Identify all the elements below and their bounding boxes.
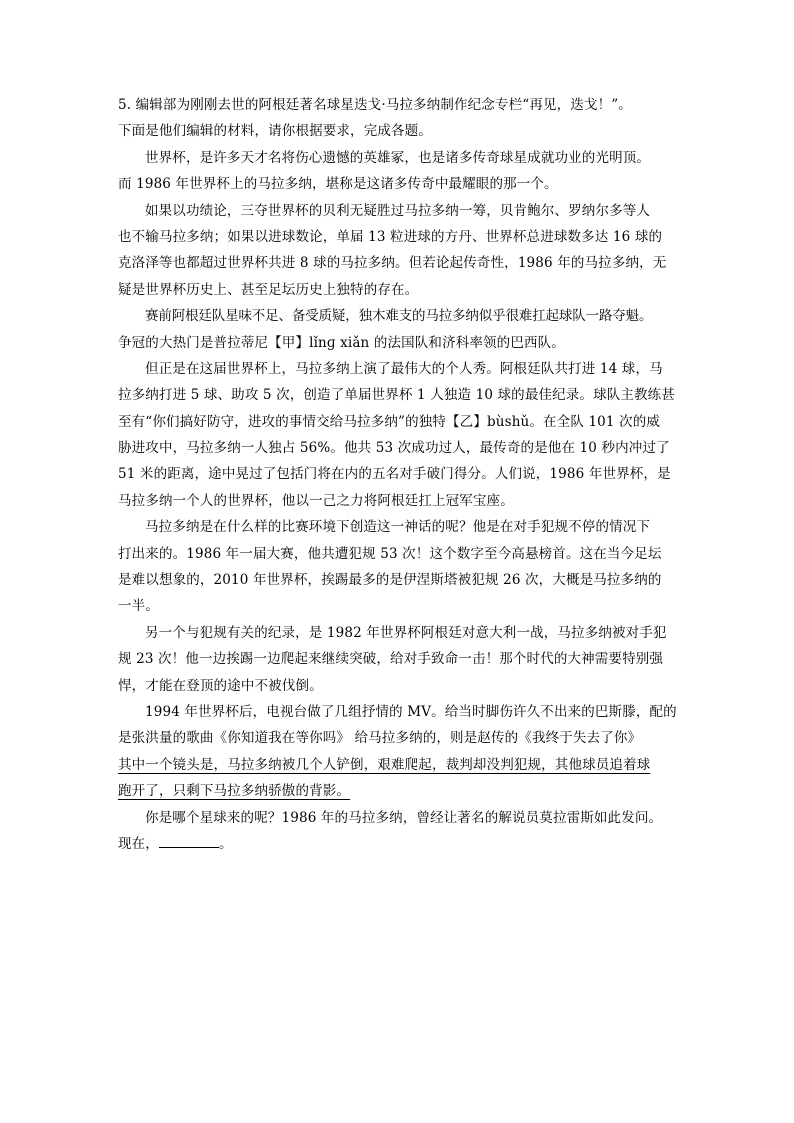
paragraph-line: 而 1986 年世界杯上的马拉多纳，堪称是这诸多传奇中最耀眼的那一个。 [118, 176, 558, 193]
question-prompt [118, 92, 678, 145]
paragraph [118, 303, 678, 356]
fill-in-suffix: 。 [218, 835, 233, 852]
fill-in-prefix: 现在， [118, 835, 159, 852]
underlined-passage-line [118, 778, 678, 804]
paragraph-line: 争冠的大热门是普拉蒂尼【甲】lǐnɡ xiǎn 的法国队和济科率领的巴西队。 [118, 334, 565, 351]
paragraph-line: 悍，才能在登顶的途中不被伐倒。 [118, 677, 323, 694]
paragraph [118, 620, 678, 699]
document-page [118, 92, 678, 857]
paragraph-line: 如果以功绩论，三夺世界杯的贝利无疑胜过马拉多纳一筹，贝肯鲍尔、罗纳尔多等人 [145, 202, 651, 219]
paragraph-line: 你是哪个星球来的呢？1986 年的马拉多纳，曾经让著名的解说员莫拉雷斯如此发问。 [145, 809, 663, 826]
underlined-passage-line [118, 752, 678, 778]
answer-blank[interactable] [159, 835, 219, 848]
question-line: 下面是他们编辑的材料，请你根据要求，完成各题。 [118, 123, 432, 140]
paragraph-line: 至有“你们搞好防守，进攻的事情交给马拉多纳”的独特【乙】bùshǔ。在全队 101 次的威 [118, 413, 661, 430]
paragraph [118, 356, 678, 514]
underlined-text: 跑开了，只剩下马拉多纳骄傲的背影。 [118, 783, 351, 800]
paragraph-line: 打出来的。1986 年一届大赛，他共遭犯规 53 次！这个数字至今高悬榜首。这在当今足坛 [118, 545, 662, 562]
paragraph-line: 世界杯，是许多天才名将伤心遗憾的英雄冢，也是诸多传奇球星成就功业的光明顶。 [145, 149, 651, 166]
fill-in-line [118, 831, 678, 857]
paragraph-line: 胁进攻中，马拉多纳一人独占 56%。他共 53 次成功过人，最传奇的是他在 10 秒内冲过了 [118, 440, 670, 457]
paragraph-line: 是张洪量的歌曲《你知道我在等你吗》 给马拉多纳的，则是赵传的《我终于失去了你》 [118, 730, 642, 747]
paragraph-line: 1994 年世界杯后，电视台做了几组抒情的 MV。给当时脚伤许久不出来的巴斯滕，配的 [145, 703, 677, 720]
paragraph [118, 198, 678, 304]
paragraph-line: 另一个与犯规有关的纪录，是 1982 年世界杯阿根廷对意大利一战，马拉多纳被对手犯 [145, 624, 667, 641]
paragraph-line: 拉多纳打进 5 球、助攻 5 次，创造了单届世界杯 1 人独造 10 球的最佳纪录。球队主教练甚 [118, 387, 675, 404]
paragraph-line: 克洛泽等也都超过世界杯共进 8 球的马拉多纳。但若论起传奇性，1986 年的马拉多纳，无 [118, 255, 667, 272]
paragraph-line: 马拉多纳一个人的世界杯，他以一己之力将阿根廷扛上冠军宝座。 [118, 492, 514, 509]
paragraph-line: 赛前阿根廷队星味不足、备受质疑，独木难支的马拉多纳似乎很难扛起球队一路夺魁。 [145, 308, 653, 325]
paragraph [118, 514, 678, 620]
paragraph [118, 805, 678, 858]
paragraph-line: 规 23 次！他一边挨踢一边爬起来继续突破，给对手致命一击！那个时代的大神需要特别强 [118, 651, 664, 668]
paragraph-line: 是难以想象的，2010 年世界杯，挨踢最多的是伊涅斯塔被犯规 26 次，大概是马拉多纳的 [118, 572, 662, 589]
paragraph-line: 疑是世界杯历史上、甚至足坛历史上独特的存在。 [118, 281, 419, 298]
paragraph-line: 马拉多纳是在什么样的比赛环境下创造这一神话的呢？他是在对手犯规不停的情况下 [145, 519, 651, 536]
paragraph-line: 一半。 [118, 598, 159, 615]
paragraph-line: 51 米的距离，途中晃过了包括门将在内的五名对手破门得分。人们说，1986 年世界杯，是 [118, 466, 671, 483]
paragraph [118, 699, 678, 805]
question-line: 5. 编辑部为刚刚去世的阿根廷著名球星迭戈·马拉多纳制作纪念专栏“再见，迭戈！”。 [118, 97, 632, 113]
paragraph-line: 也不输马拉多纳；如果以进球数论，单届 13 粒进球的方丹、世界杯总进球数多达 16 球的 [118, 228, 663, 245]
underlined-text: 其中一个镜头是，马拉多纳被几个人铲倒，艰难爬起，裁判却没判犯规，其他球员追着球 [118, 756, 651, 773]
paragraph [118, 145, 678, 198]
paragraph-line: 但正是在这届世界杯上，马拉多纳上演了最伟大的个人秀。阿根廷队共打进 14 球，马 [145, 360, 663, 377]
